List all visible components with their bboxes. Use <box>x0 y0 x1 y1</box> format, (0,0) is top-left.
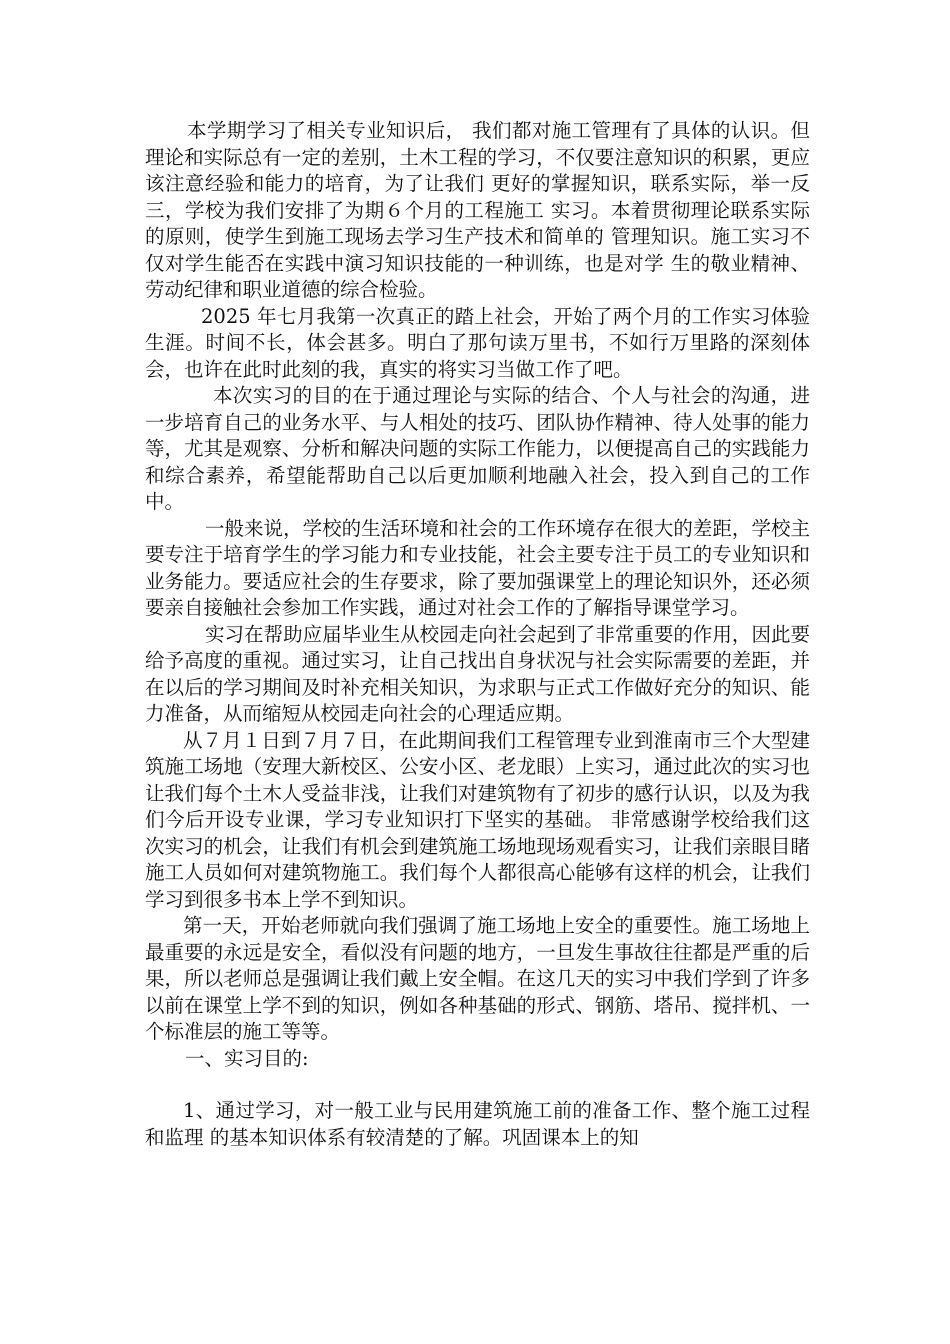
document-page <box>145 118 810 1151</box>
paragraph-first-day-safety: 第一天，开始老师就向我们强调了施工场地上安全的重要性。施工场地上最重要的永远是安全，看似没有问题的地方，一旦发生事故往往都是严重的后果，所以老师总是强调让我们戴上安全帽。在这几天的实习中我们学到了许多以前在课堂上学不到的知识，例如各种基础的形式、钢筋、塔吊、搅拌机、一个标准层的施工等等。 <box>145 914 810 1043</box>
section-heading: 一、实习目的: <box>185 1046 309 1070</box>
paragraph-internship-purpose: 本次实习的目的在于通过理论与实际的结合、个人与社会的沟通，进一步培育自己的业务水平、与人相处的技巧、团队协作精神、待人处事的能力等，尤其是观察、分析和解决问题的实际工作能力，以便提高自己的实践能力和综合素养，希望能帮助自己以后更加顺利地融入社会，投入到自己的工作中。 <box>145 384 810 513</box>
paragraph-intro: 本学期学习了相关专业知识后， 我们都对施工管理有了具体的认识。但理论和实际总有一定的差别，土木工程的学习，不仅要注意知识的积累，更应该注意经验和能力的培育，为了让我们 更好的掌握知识，联系实际，举一反三，学校为我们安排了为期６个月的工程施工 实习。本着贯彻理论联系实际的原则，使学生到施工现场去学习生产技术和简单的 管理知识。施工实习不仅对学生能否在实践中演习知识技能的一种训练，也是对学 生的敬业精神、劳动纪律和职业道德的综合检验。 <box>145 119 810 301</box>
paragraph-site-visits: 从７月１日到７月７日，在此期间我们工程管理专业到淮南市三个大型建筑施工场地（安理大新校区、公安小区、老龙眼）上实习，通过此次的实习也让我们每个土木人受益非浅，让我们对建筑物有了初步的感行认识，以及为我们今后开设专业课，学习专业知识打下坚实的基础。 非常感谢学校给我们这次实习的机会，让我们有机会到建筑施工场地现场观看实习，让我们亲眼目睹施工人员如何对建筑物施工。我们每个人都很高心能够有这样的机会，让我们学习到很多书本上学不到知识。 <box>145 728 810 911</box>
paragraph-school-vs-society: 一般来说，学校的生活环境和社会的工作环境存在很大的差距，学校主要专注于培育学生的学习能力和专业技能，社会主要专注于员工的专业知识和业务能力。要适应社会的生存要求，除了要加强课堂上的理论知识外，还必须要亲自接触社会参加工作实践，通过对社会工作的了解指导课堂学习。 <box>145 516 810 619</box>
paragraph-graduate-role: 实习在帮助应届毕业生从校园走向社会起到了非常重要的作用，因此要给予高度的重视。通过实习，让自己找出自身状况与社会实际需要的差距，并在以后的学习期间及时补充相关知识，为求职与正式工作做好充分的知识、能力准备，从而缩短从校园走向社会的心理适应期。 <box>145 622 810 725</box>
list-item-1: 1、通过学习，对一般工业与民用建筑施工前的准备工作、整个施工过程和监理 的基本知识体系有较清楚的了解。巩固课本上的知 <box>145 1099 810 1149</box>
paragraph-july-2025: 2025 年七月我第一次真正的踏上社会，开始了两个月的工作实习体验生涯。时间不长，体会甚多。明白了那句读万里书，不如行万里路的深刻体会，也许在此时此刻的我，真实的将实习当做工作了吧。 <box>145 304 810 381</box>
blank-line <box>145 1072 810 1098</box>
